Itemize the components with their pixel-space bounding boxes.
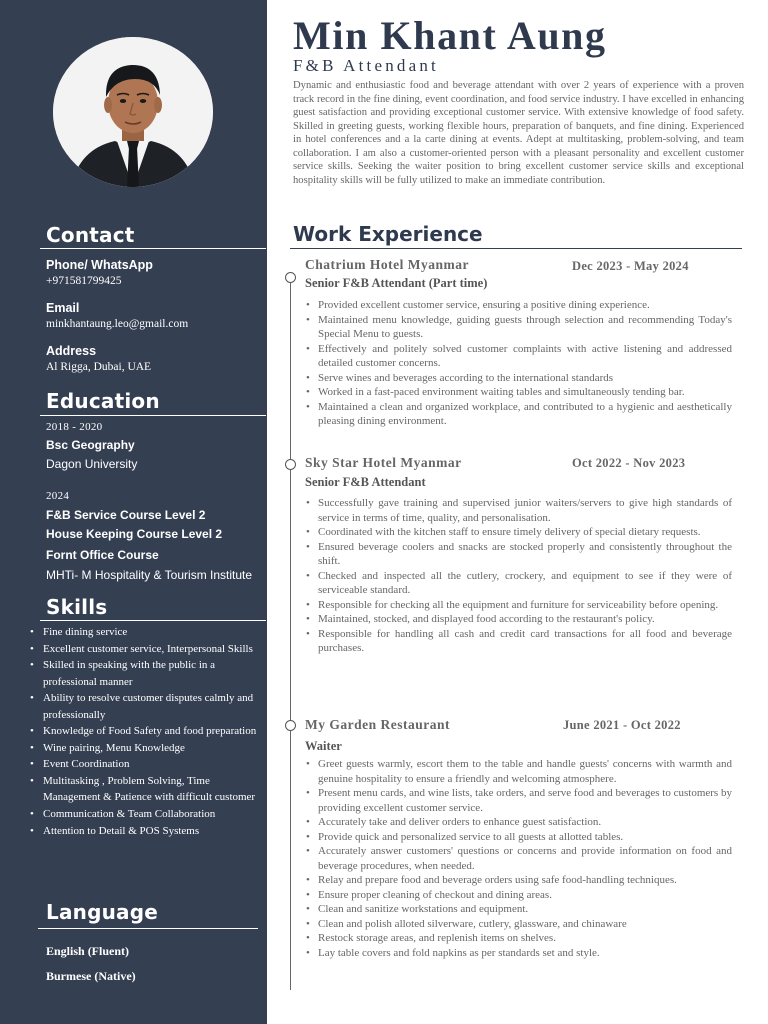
job-responsibilities [305,496,732,656]
address-value: Al Rigga, Dubai, UAE [46,361,152,373]
responsibility-item: • Worked in a fast-paced environment waiting tables and simultaneously tending bar. [305,385,732,400]
responsibility-item: • Effectively and politely solved customer complaints with active listening and addressed detailed customer concerns. [305,342,732,371]
responsibility-item: • Maintained menu knowledge, guiding guests through selection and recommending Today's Special Menu to guests. [305,313,732,342]
responsibility-item: • Accurately answer customers' questions or concerns and provide information on food and beverage procedures, when needed. [305,844,732,873]
job-responsibilities [305,757,732,960]
contact-heading: Contact [46,223,135,247]
responsibility-item: • Restock storage areas, and replenish items on shelves. [305,931,732,946]
education-divider [40,415,266,416]
skill-item: • Skilled in speaking with the public in a professional manner [30,657,260,690]
skill-item: • Excellent customer service, Interpersonal Skills [30,641,260,657]
skill-item: • Knowledge of Food Safety and food preparation [30,723,260,739]
course-item: Fornt Office Course [46,548,159,562]
skill-item: • Ability to resolve customer disputes calmly and professionally [30,690,260,723]
job-company: My Garden Restaurant [305,717,450,732]
skill-item: • Communication & Team Collaboration [30,806,260,822]
language-item: Burmese (Native) [46,969,136,983]
university-name: Dagon University [46,457,138,471]
job-company: Sky Star Hotel Myanmar [305,455,462,470]
phone-value: +971581799425 [46,275,122,287]
timeline-line [290,274,291,990]
timeline-dot [285,272,296,283]
skills-list [30,624,260,839]
responsibility-item: • Ensure proper cleaning of checkout and dining areas. [305,888,732,903]
responsibility-item: • Maintained a clean and organized workplace, and contributed to a hygienic and aesthetically pleasing dining environment. [305,400,732,429]
responsibility-item: • Lay table covers and fold napkins as per standards set and style. [305,946,732,961]
contact-divider [40,248,266,249]
responsibility-item: • Clean and sanitize workstations and equipment. [305,902,732,917]
job-dates: Oct 2022 - Nov 2023 [572,456,686,470]
course-item: F&B Service Course Level 2 [46,508,206,522]
work-experience-heading: Work Experience [293,222,483,246]
degree-title: Bsc Geography [46,438,135,452]
skill-item: • Wine pairing, Menu Knowledge [30,740,260,756]
work-experience-divider [290,248,742,249]
responsibility-item: • Serve wines and beverages according to the international standards [305,371,732,386]
responsibility-item: • Responsible for checking all the equipment and furniture for serviceability before opening. [305,598,732,613]
responsibility-item: • Greet guests warmly, escort them to the table and handle guests' concerns with warmth and genuine hospitality to ensure a friendly and welcoming atmosphere. [305,757,732,786]
address-label: Address [46,344,97,358]
skills-heading: Skills [46,595,108,619]
job-dates: June 2021 - Oct 2022 [563,718,681,732]
responsibility-item: • Ensured beverage coolers and snacks are stocked properly and consistently throughout the shift. [305,540,732,569]
responsibility-item: • Coordinated with the kitchen staff to ensure timely delivery of special dietary requests. [305,525,732,540]
candidate-name: Min Khant Aung [293,13,607,58]
skill-item: • Attention to Detail & POS Systems [30,823,260,839]
profile-photo [53,37,213,187]
skill-item: • Event Coordination [30,756,260,772]
responsibility-item: • Maintained, stocked, and displayed food according to the restaurant's policy. [305,612,732,627]
degree-years: 2018 - 2020 [46,421,103,433]
job-position: Senior F&B Attendant [305,475,426,489]
skill-item: • Fine dining service [30,624,260,640]
responsibility-item: • Clean and polish alloted silverware, cutlery, glassware, and chinaware [305,917,732,932]
email-label: Email [46,301,80,315]
skill-item: • Multitasking , Problem Solving, Time Management & Patience with difficult customer [30,773,260,806]
job-responsibilities [305,298,732,429]
job-position: Senior F&B Attendant (Part time) [305,276,488,290]
portrait-image [53,37,213,187]
course-item: House Keeping Course Level 2 [46,527,223,541]
responsibility-item: • Provide quick and personalized service to all guests at allotted tables. [305,830,732,845]
profile-summary: Dynamic and enthusiastic food and beverage attendant with over 2 years of experience with a proven track record in the fine dining, event coordination, and food service industry. I have excelled in enhancing guest satisfaction and providing exceptional customer service. With extensive knowledge of food safety. Skilled in greeting guests, working flexible hours, preparation of banquets, and fine dining. Experienced in hotel conferences and a la carte dining at events. Adept at multitasking, problem-solving, and team collaboration. I am also a customer-oriented person with a pleasant personality and excellent customer service skills. Seeking the waiter position to bring excellent customer service skills and exceptional hospitality skills will be fully utilized to make an immediate contribution. [293,80,744,186]
language-divider [38,928,258,929]
responsibility-item: • Provided excellent customer service, ensuring a positive dining experience. [305,298,732,313]
candidate-role: F&B Attendant [293,56,439,75]
responsibility-item: • Responsible for handling all cash and credit card transactions for all food and beverage purchases. [305,627,732,656]
timeline-dot [285,720,296,731]
language-item: English (Fluent) [46,944,130,958]
sidebar [0,0,267,1024]
education-heading: Education [46,389,160,413]
skills-divider [40,620,266,621]
responsibility-item: • Accurately take and deliver orders to enhance guest satisfaction. [305,815,732,830]
language-heading: Language [46,900,159,924]
phone-label: Phone/ WhatsApp [46,258,153,272]
responsibility-item: • Checked and inspected all the cutlery, crockery, and equipment to see if they were of serviceable standard. [305,569,732,598]
responsibility-item: • Present menu cards, and wine lists, take orders, and serve food and beverages to customers by providing excellent customer service. [305,786,732,815]
job-dates: Dec 2023 - May 2024 [572,259,689,273]
responsibility-item: • Relay and prepare food and beverage orders using safe food-handling techniques. [305,873,732,888]
courses-year: 2024 [46,490,70,502]
email-value: minkhantaung.leo@gmail.com [46,318,189,330]
responsibility-item: • Successfully gave training and supervised junior waiters/servers to give high standards of service in terms of time, quality, and personalisation. [305,496,732,525]
job-position: Waiter [305,739,342,753]
institute-name: MHTi- M Hospitality & Tourism Institute [46,568,253,582]
job-company: Chatrium Hotel Myanmar [305,257,469,272]
timeline-dot [285,459,296,470]
